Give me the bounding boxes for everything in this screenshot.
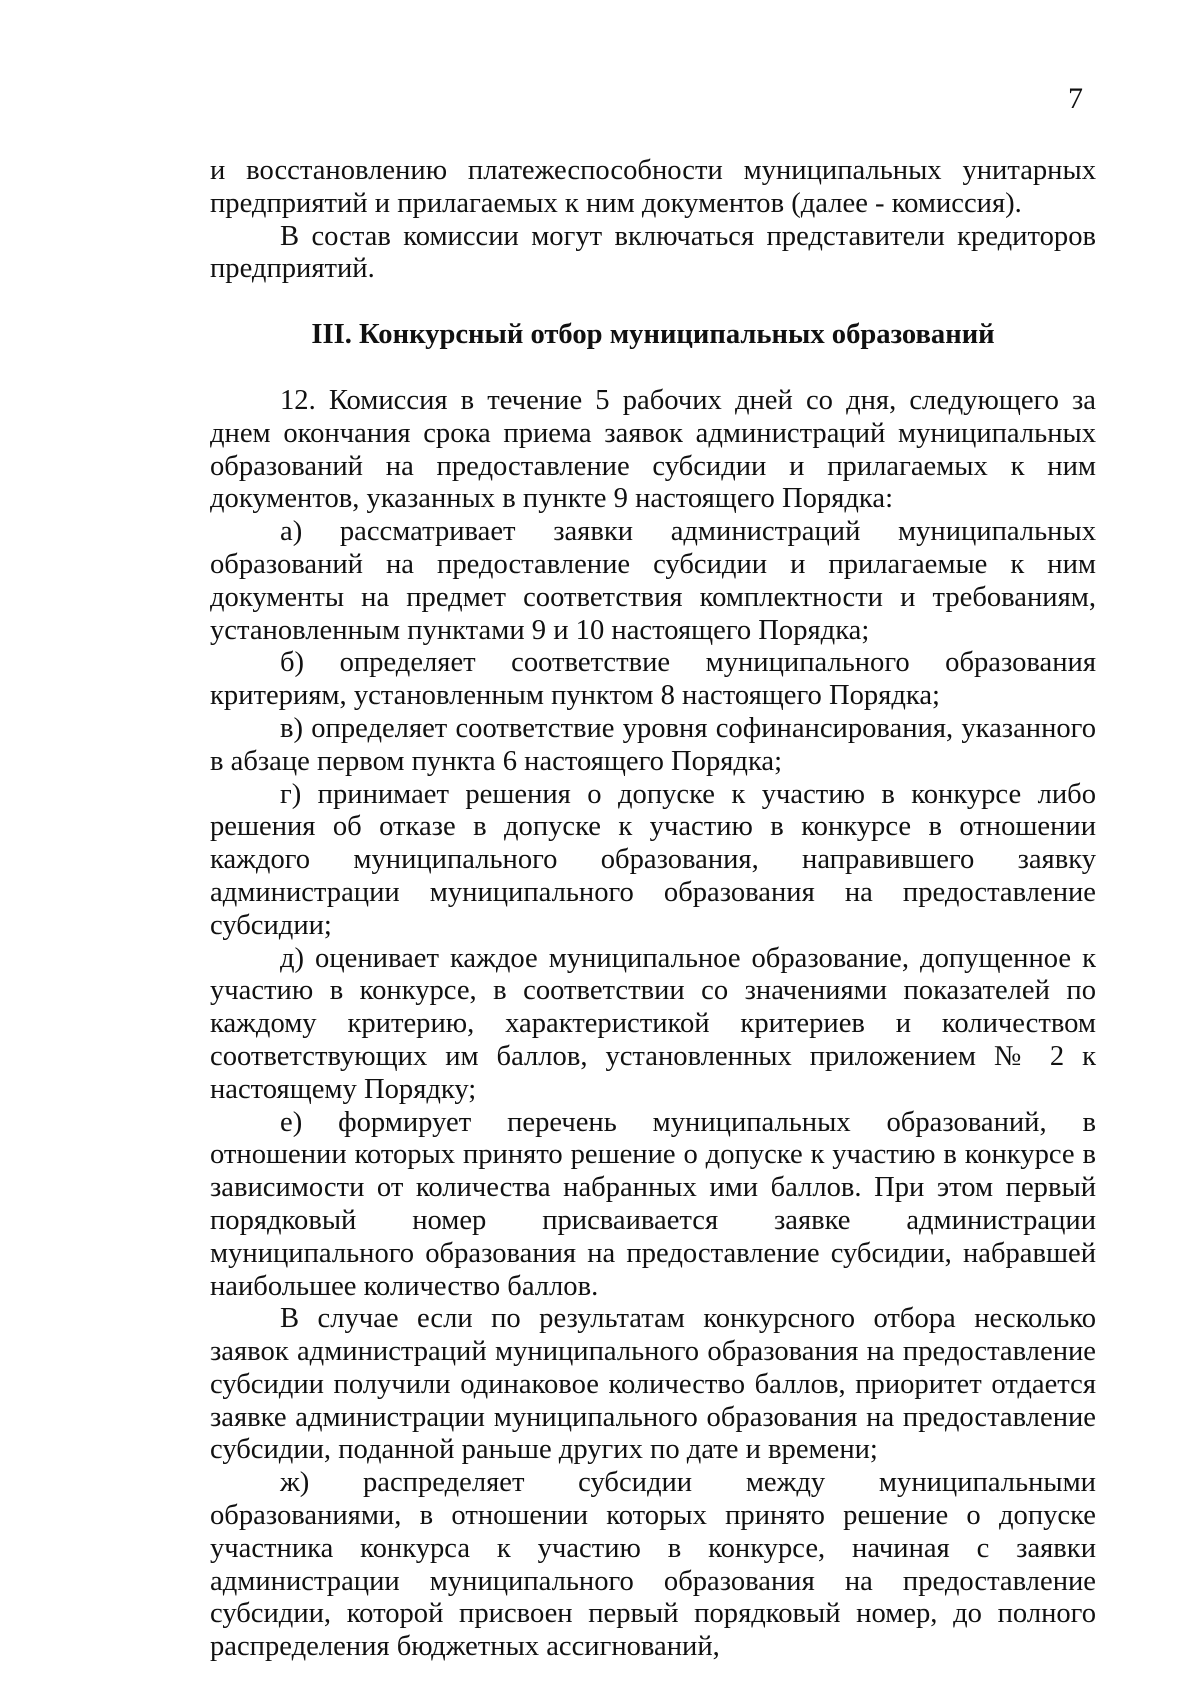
section-heading: III. Конкурсный отбор муниципальных образований (311, 319, 995, 351)
paragraph-2: В состав комиссии могут включаться представители кредиторов предприятий. (210, 220, 1096, 285)
paragraph-item-b: б) определяет соответствие муниципального образования критериям, установленным пунктом 8 настоящего Порядка; (210, 647, 1096, 712)
page-number: 7 (1068, 82, 1083, 115)
paragraph-1: и восстановлению платежеспособности муниципальных унитарных предприятий и прилагаемых к ним документов (далее - комиссия). (210, 155, 1096, 219)
document-body (210, 155, 1096, 1664)
paragraph-item-e: е) формирует перечень муниципальных образований, в отношении которых принято решение о допуске к участию в конкурсе в зависимости от количества набранных ими баллов. При этом первый порядковый номер присваивается заявке администрации муниципального образования на предоставление субсидии, набравшей наибольшее количество баллов. (210, 1106, 1096, 1302)
paragraph-item-v: в) определяет соответствие уровня софинансирования, указанного в абзаце первом пункта 6 настоящего Порядка; (210, 712, 1096, 777)
paragraph-item-d: д) оценивает каждое муниципальное образование, допущенное к участию в конкурсе, в соответствии со значениями показателей по каждому критерию, характеристикой критериев и количеством соответствующих им баллов, установленных приложением № 2 к настоящему Порядку; (210, 942, 1096, 1105)
paragraph-item-g: г) принимает решения о допуске к участию в конкурсе либо решения об отказе в допуске к участию в конкурсе в отношении каждого муниципального образования, направившего заявку администрации муниципального образования на предоставление субсидии; (210, 778, 1096, 941)
paragraph-item-a: а) рассматривает заявки администраций муниципальных образований на предоставление субсидии и прилагаемые к ним документы на предмет соответствия комплектности и требованиям, установленным пунктами 9 и 10 настоящего Порядка; (210, 516, 1096, 646)
paragraph-item-zh: ж) распределяет субсидии между муниципальными образованиями, в отношении которых принято решение о допуске участника конкурса к участию в конкурсе, начиная с заявки администрации муниципального образования на предоставление субсидии, которой присвоен первый порядковый номер, до полного распределения бюджетных ассигнований, (210, 1467, 1096, 1663)
paragraph-tie-rule: В случае если по результатам конкурсного отбора несколько заявок администраций муниципального образования на предоставление субсидии получили одинаковое количество баллов, приоритет отдается заявке администрации муниципального образования на предоставление субсидии, поданной раньше других по дате и времени; (210, 1303, 1096, 1466)
paragraph-item-12: 12. Комиссия в течение 5 рабочих дней со дня, следующего за днем окончания срока приема заявок администраций муниципальных образований на предоставление субсидии и прилагаемых к ним документов, указанных в пункте 9 настоящего Порядка: (210, 384, 1096, 515)
